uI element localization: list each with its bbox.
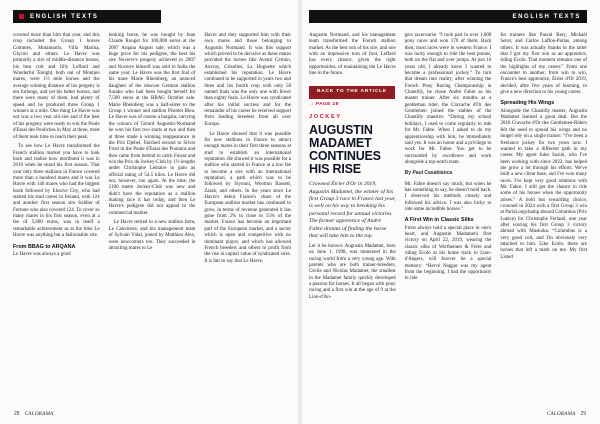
magazine-title: CALORAMA [24,411,54,417]
body-paragraph: covered more than him that year, and this crop included the Group 1 horses Commes, Motamarris, Villa Marina, Glycon and others. Le Havre was primarily a sire of middle-distance horses, his best colt and filly Leffard and Wonderful Tonight, both out of Montjeu mares, were 1½ mile horses and the average winning distance of his progeny is ten furlongs, and yet his better horses, and there were many of them, had plenty of speed and he produced three Group 1 winners at a mile. One thing Le Havre was not was a two year old sire and if the best of his progeny were ready to win the Poule d'Essai des Pouliches in May at three, most of them took time to reach their peak. [13,33,100,140]
body-paragraph: Alongside the Chantilly master, Augustin Madamet learned a great deal. But the 2018 Cravache d'Or des Gentlemen-Riders felt the need to spread his wings and no longer rely on a single trainer: “I've been a freelance jockey for two years now. I wanted to take a different path in my career. My agent Jules Susini, who I've been working with since 2022, has helped me grow a lot through his efforts. We've built a new client base, and I've won many races. I've kept very good relations with Mr. Fabre. I still get the chance to ride some of his horses when the opportunity arises.” A bold but rewarding choice, crowned in 2024 with a first Group 3 win at ParisLongchamp aboard Columbus (Prix Lutèce) for Christophe Ferland, one year after scoring his first Group 3 victory abroad with Muskoka. “Columbus is a very good colt, and I'm obviously very attached to him. Like Ecolo, these are horses that left a mark on me. My first Listed [500,108,588,260]
right-page [300,0,600,424]
right-columns [309,33,587,305]
body-paragraph: Firsts always hold a special place in one's heart, and Augustin Madamet's first victory on April 22, 2019, wearing the classic silks of Wertheimer & Frère and riding Ecolo at his home track in Lion-d'Angers, will forever be a special memory: “Hervé Naggar was my agent from the beginning. I had the opportunity to ride [404,225,492,282]
article-lede: Crowned Étrier d'Or in 2019, Augustin Madamet, the winner of his first Group 3 race in France last year, is well on his way to breaking his personal record for annual victories. The former apprentice of André Fabre dreams of finding the horse that will take him to the top. [309,181,396,239]
magazine-title: CALORAMA [546,411,576,417]
left-column-2 [109,33,196,268]
section-heading-first-win: A First Win in Classic Silks [404,217,474,224]
right-column-1 [309,33,396,305]
body-paragraph: gers racecourse. “I took part in over 1,000 pony races and won 170 of them. Back then, most races were in western France. I was lucky enough to ride the best ponies, both on the flat and over jumps. At just 10 years old, I already knew I wanted to become a professional jockey.” To turn that dream into reality, after winning the French Pony Racing Championship in Chantilly, he chose André Fabre as his master trainer. After six months as a gentleman rider, the Cravache d'Or des Gentlemen joined the stables of the Chantilly maestro: “During my school holidays, I used to come regularly to ride for Mr. Fabre. When I asked to do my apprenticeship with him, he immediately said yes. It was an honor and a privilege to work for Mr. Fabre. You get to be surrounded by excellence and work alongside a top-notch team. [404,33,492,165]
left-page-footer [14,411,53,417]
left-column-1 [13,33,100,268]
left-column-3 [204,33,291,268]
article-kicker: JOCKEY [309,114,342,121]
left-page-number: 28 [14,411,20,417]
article-headline: AUGUSTIN MADAMET CONTINUES HIS RISE [309,123,381,177]
right-header-bar [309,10,587,23]
body-paragraph: for trainers like Pascal Bary, Mickaël Seror, and Carlos Laffon-Parias, among others. It was actually thanks to the latter that I got my first win as an apprentice, riding Ecolo. That moment remains one of the highlights of my career.” From one encounter to another, from win to win, France's best apprentice, Étrier d'Or 2019, decided, after five years of learning, to give a new direction to his young career. [500,33,588,96]
body-paragraph: Augustin Normand, and his management team transformed the French stallion market. As the best son of his sire, and one with an impressive turn of foot, Leffard has every chance, given the right opportunities, of maintaining the Le Havre line in the future. [309,33,396,77]
body-paragraph: looking horse, he was bought by Jean Claude Rouget for 100,000 euros at the 2007 Arqana August sale, which was a huge price for his pedigree, the best his sire Noverre's progeny achieved in 2007 and Noverre himself was sold to India the same year. Le Havre was the first foal of his mare Marie Rheinberg, an unraced daughter of the obscure German stallion Surako who had been bought herself for 7,500 euros at the BBAG October sale. Marie Rheinberg was a half-sister to the Group 1 winner and stallion Pistolet Bleu. Le Havre was of course a bargain, carrying the colours of Gérard Augustin-Normand he won his first two starts at two and then at three made a winning reappearance in the Prix Djebel, finished second to Silver Frost in the Poule d'Essai des Poulains and then came from behind to catch Fuisse and win the Prix du Jockey-Club by 1½ lengths under Christophe Lemaire to gain an official rating of 54.5 kilos. Le Havre did not, however, run again. At the time, the 2100 metre Jockey-Club was new and didn't have the reputation as a stallion making race it has today, and then Le Havre's pedigree did not appeal to the commercial market. [108,33,196,216]
body-paragraph: Havre and they supported him with their own mares and those belonging to Augustin Normand. It was this support which proved to be decisive as these mares provided the horses like Avenir Certain, Auvray, Crisolles, La Hoguette which established his reputation. Le Havre continued to be supported in years two and three and his fourth crop with only 58 named foals was the only one with fewer than eighty foals. Le Havre was syndicated after his initial success and for the remainder of his career he received support from leading breeders from all over Europe. [204,33,292,127]
body-paragraph: Le Havre retired to a new stallion farm, Le Cauvinere, and his management team of Sylvain Vidal, joined by Matthieu Alex, were newcomers too. They succeeded in attracting mares to Le [108,220,196,251]
left-header-bar [13,10,161,23]
right-column-2 [405,33,492,305]
right-section-label: ENGLISH TEXTS [512,13,581,20]
body-paragraph: To see how Le Havre transformed the French stallion market you have to look back and realise how moribund it was in 2010 when he stood his first season. That year only three stallions in France covered more than a hundred mares and it was Le Havre with 146 mares who had the biggest book followed by Elusive City, who had started his stud career in Ireland, with 124 and another first season sire Soldier of Fortune who also covered 124. To cover so many mares in his first season, even at a fee of 5,600 euros, was in itself a remarkable achievement as at the time Le Havre was anything but a fashionable sire. [13,144,100,239]
section-heading-bbag-arqana: From BBAG to ARQANA [13,243,76,250]
body-paragraph: Le Havre showed that it was possible for new stallions in France to attract enough mares in their first three seasons at stud to establish an international reputation. He showed it was possible for a stallion who started in France at a low fee to become a sire with an international reputation, a path which was to be followed by Siyouni, Wootton Bassett, Zarak, and others. In the years since Le Havre's debut France's share of the European stallion market has continued to grow, in terms of revenue generated it has gone from 2% to close to 15% of the market. France has become an important part of the European market, and a sector which is open and competitive with no dominant player, and which has allowed French breeders and others to profit from the rise in capital value of syndicated sires. It is fair to say that Le Havre, [204,131,292,264]
right-page-number: 29 [580,411,586,417]
left-columns [13,33,291,268]
red-accent-square-icon [19,14,24,19]
back-to-article-button[interactable]: BACK TO THE ARTICLE [309,86,395,99]
left-section-label: ENGLISH TEXTS [30,13,99,20]
body-paragraph: Let it be known: Augustin Madamet, born on June 1, 1998, was immersed in the racing world from a very young age. With parents who are both trainer-breeders, Cécile and Nicolas Madamet, the smallest in the Madamet family quickly developed a passion for horses. It all began with pony racing and a first win at the age of 9 at the Lion-d'An- [309,243,396,300]
body-paragraph: Mr. Fabre doesn't say much, but when he has something to say, he doesn't hold back. I observed his methods closely and followed his advice. I was also lucky to ride some incredible horses.” [404,181,492,212]
body-paragraph: Le Havre was always a good [13,251,71,257]
article-byline: By Paul Casabianca [404,170,453,177]
section-heading-spreading-wings: Spreading His Wings [500,100,555,107]
page-link[interactable]: → PAGE 28 [309,101,339,107]
right-page-footer [547,411,586,417]
right-column-3 [500,33,587,305]
